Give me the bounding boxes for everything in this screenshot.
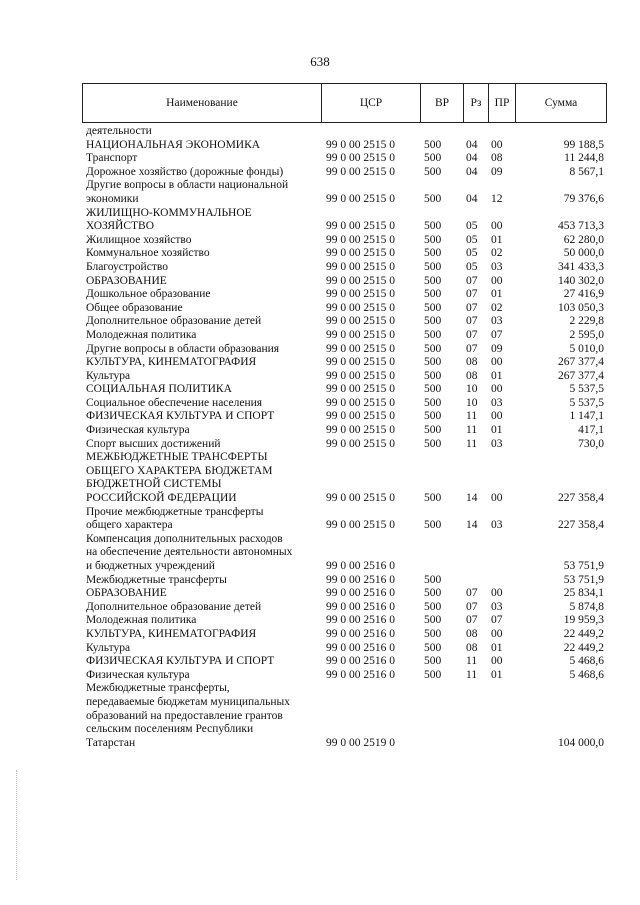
row-name: деятельности [86,125,152,137]
row-csr: 99 0 00 2515 0 [326,301,395,314]
row-rz: 07 [466,328,478,341]
row-sum: 5 010,0 [569,342,604,355]
row-name: ФИЗИЧЕСКАЯ КУЛЬТУРА И СПОРТ [86,410,275,423]
row-name: Спорт высших достижений [86,437,221,450]
row-vr: 500 [424,396,442,409]
table-row [86,207,606,234]
table-row [86,302,606,316]
row-rz: 07 [466,614,478,627]
row-sum: 22 449,2 [563,627,604,640]
header-rz: Рз [464,84,489,123]
table-row [86,383,606,397]
row-name: Социальное обеспечение населения [86,396,263,409]
row-vr: 500 [424,668,442,681]
row-rz: 10 [466,383,478,396]
row-vr: 500 [424,369,442,382]
row-pr: 00 [491,356,503,369]
row-csr: 99 0 00 2516 0 [326,614,395,627]
row-name: МЕЖБЮДЖЕТНЫЕ ТРАНСФЕРТЫ ОБЩЕГО ХАРАКТЕРА БЮДЖЕТАМ БЮДЖЕТНОЙ СИСТЕМЫ РОССИЙСКОЙ ФЕДЕРАЦИИ [86,451,273,505]
row-vr: 500 [424,274,442,287]
row-pr: 01 [491,288,503,301]
row-vr: 500 [424,152,442,165]
row-sum: 5 468,6 [569,668,604,681]
row-vr: 500 [424,356,442,369]
row-pr: 00 [491,410,503,423]
row-name: НАЦИОНАЛЬНАЯ ЭКОНОМИКА [86,138,261,151]
row-name: Другие вопросы в области национальной экономики [86,179,289,205]
table-row [86,275,606,289]
row-pr: 00 [491,655,503,668]
row-pr: 03 [491,260,503,273]
row-csr: 99 0 00 2516 0 [326,627,395,640]
row-vr: 500 [424,614,442,627]
row-rz: 04 [466,192,478,205]
row-name: Прочие межбюджетные трансферты общего характера [86,505,264,532]
row-pr: 03 [491,396,503,409]
row-pr: 00 [491,383,503,396]
row-csr: 99 0 00 2516 0 [326,641,395,654]
header-sum: Сумма [516,84,607,123]
row-rz: 14 [466,492,478,505]
row-vr: 500 [424,600,442,613]
row-sum: 2 229,8 [569,315,604,328]
table-row [86,669,606,683]
row-rz: 08 [466,627,478,640]
row-csr: 99 0 00 2515 0 [326,165,395,178]
row-sum: 22 449,2 [563,641,604,654]
row-rz: 04 [466,138,478,151]
row-name: Молодежная политика [86,328,197,341]
table-row [86,682,606,750]
row-rz: 11 [466,410,478,423]
row-csr: 99 0 00 2515 0 [326,396,395,409]
row-sum: 1 147,1 [569,410,604,423]
row-csr: 99 0 00 2515 0 [326,192,395,205]
header-pr: ПР [489,84,516,123]
row-csr: 99 0 00 2515 0 [326,342,395,355]
row-pr: 01 [491,233,503,246]
row-sum: 27 416,9 [563,288,604,301]
table-row [86,410,606,424]
table-row [86,451,606,505]
row-name: Культура [86,641,131,654]
row-sum: 104 000,0 [558,736,604,749]
row-sum: 267 377,4 [558,356,604,369]
row-csr: 99 0 00 2516 0 [326,655,395,668]
row-pr: 01 [491,424,503,437]
row-csr: 99 0 00 2515 0 [326,138,395,151]
row-vr: 500 [424,138,442,151]
table-row [86,601,606,615]
table-row [86,125,606,139]
row-csr: 99 0 00 2515 0 [326,492,395,505]
row-sum: 50 000,0 [563,247,604,260]
margin-dots [16,770,19,880]
row-pr: 03 [491,315,503,328]
row-name: Благоустройство [86,260,168,273]
row-sum: 453 713,3 [558,220,604,233]
row-rz: 08 [466,369,478,382]
table-row [86,655,606,669]
row-rz: 07 [466,288,478,301]
table-row [86,166,606,180]
row-sum: 227 358,4 [558,492,604,505]
row-pr: 00 [491,492,503,505]
row-csr: 99 0 00 2516 0 [326,600,395,613]
row-sum: 25 834,1 [563,587,604,600]
row-pr: 12 [491,192,503,205]
row-vr: 500 [424,328,442,341]
row-pr: 02 [491,247,503,260]
row-rz: 08 [466,356,478,369]
table-row [86,343,606,357]
row-csr: 99 0 00 2516 0 [326,573,395,586]
row-csr: 99 0 00 2515 0 [326,233,395,246]
row-rz: 07 [466,342,478,355]
table-row [86,574,606,588]
row-vr: 500 [424,573,442,586]
row-sum: 5 874,8 [569,600,604,613]
row-sum: 53 751,9 [563,573,604,586]
row-vr: 500 [424,165,442,178]
row-rz: 07 [466,600,478,613]
row-sum: 11 244,8 [564,152,604,165]
row-sum: 8 567,1 [569,165,604,178]
row-sum: 227 358,4 [558,519,604,532]
row-vr: 500 [424,519,442,532]
row-vr: 500 [424,410,442,423]
row-vr: 500 [424,220,442,233]
table-row [86,533,606,574]
table-row [86,247,606,261]
row-rz: 10 [466,396,478,409]
row-csr: 99 0 00 2515 0 [326,220,395,233]
row-sum: 140 302,0 [558,274,604,287]
row-name: Дошкольное образование [86,288,211,301]
row-pr: 01 [491,369,503,382]
row-csr: 99 0 00 2515 0 [326,437,395,450]
table-body [86,125,606,750]
row-pr: 00 [491,627,503,640]
row-name: Дорожное хозяйство (дорожные фонды) [86,165,284,178]
row-rz: 11 [466,655,478,668]
header-name: Наименование [83,84,322,123]
row-csr: 99 0 00 2516 0 [326,587,395,600]
table-row [86,506,606,533]
row-rz: 05 [466,220,478,233]
row-pr: 08 [491,152,503,165]
row-rz: 14 [466,519,478,532]
table-row [86,261,606,275]
row-pr: 03 [491,437,503,450]
row-vr: 500 [424,383,442,396]
row-sum: 5 537,5 [569,396,604,409]
row-name: Коммунальное хозяйство [86,247,210,260]
row-name: Межбюджетные трансферты [86,573,227,586]
row-sum: 79 376,6 [563,192,604,205]
row-vr: 500 [424,655,442,668]
row-vr: 500 [424,342,442,355]
row-rz: 11 [466,424,478,437]
row-csr: 99 0 00 2515 0 [326,369,395,382]
row-rz: 05 [466,260,478,273]
row-name: Транспорт [86,152,138,165]
row-sum: 62 280,0 [563,233,604,246]
header-csr: ЦСР [322,84,421,123]
table-row [86,397,606,411]
row-sum: 730,0 [578,437,604,450]
table-row [86,152,606,166]
row-csr: 99 0 00 2515 0 [326,260,395,273]
row-name: Физическая культура [86,668,190,681]
table-row [86,614,606,628]
row-csr: 99 0 00 2515 0 [326,383,395,396]
row-csr: 99 0 00 2516 0 [326,668,395,681]
table-row [86,139,606,153]
row-pr: 02 [491,301,503,314]
row-name: КУЛЬТУРА, КИНЕМАТОГРАФИЯ [86,627,257,640]
row-sum: 99 188,5 [563,138,604,151]
row-sum: 103 050,3 [558,301,604,314]
row-rz: 04 [466,165,478,178]
row-sum: 267 377,4 [558,369,604,382]
row-csr: 99 0 00 2515 0 [326,315,395,328]
row-csr: 99 0 00 2515 0 [326,356,395,369]
table-row [86,234,606,248]
row-pr: 07 [491,614,503,627]
table-row [86,642,606,656]
row-name: Компенсация дополнительных расходов на обеспечение деятельности автономных и бюджетных учреждений [86,532,293,572]
row-vr: 500 [424,492,442,505]
row-name: ОБРАЗОВАНИЕ [86,274,167,287]
row-sum: 5 537,5 [569,383,604,396]
row-sum: 53 751,9 [563,560,604,572]
row-rz: 05 [466,247,478,260]
row-name: СОЦИАЛЬНАЯ ПОЛИТИКА [86,383,232,396]
row-vr: 500 [424,233,442,246]
row-name: Межбюджетные трансферты, передаваемые бюджетам муниципальных образований на предоставление грантов сельским поселениям Республики Татарстан [86,682,291,749]
row-vr: 500 [424,192,442,205]
row-name: Дополнительное образование детей [86,315,262,328]
row-csr: 99 0 00 2515 0 [326,152,395,165]
table-header [82,83,607,123]
row-pr: 00 [491,138,503,151]
row-vr: 500 [424,301,442,314]
row-rz: 11 [466,668,478,681]
table-row [86,438,606,452]
row-name: Общее образование [86,301,183,314]
row-pr: 03 [491,600,503,613]
row-sum: 19 959,3 [563,614,604,627]
row-pr: 00 [491,220,503,233]
row-pr: 00 [491,274,503,287]
row-sum: 341 433,3 [558,260,604,273]
row-name: ЖИЛИЩНО-КОММУНАЛЬНОЕ ХОЗЯЙСТВО [86,206,252,233]
row-pr: 03 [491,519,503,532]
row-csr: 99 0 00 2515 0 [326,410,395,423]
row-csr: 99 0 00 2519 0 [326,736,395,749]
row-name: Жилищное хозяйство [86,233,192,246]
row-pr: 09 [491,342,503,355]
row-sum: 5 468,6 [569,655,604,668]
row-sum: 2 595,0 [569,328,604,341]
row-vr: 500 [424,641,442,654]
table-row [86,329,606,343]
row-rz: 05 [466,233,478,246]
table-row [86,370,606,384]
row-vr: 500 [424,587,442,600]
row-csr: 99 0 00 2515 0 [326,247,395,260]
row-rz: 07 [466,274,478,287]
row-vr: 500 [424,437,442,450]
row-rz: 07 [466,315,478,328]
row-vr: 500 [424,315,442,328]
row-rz: 07 [466,301,478,314]
row-vr: 500 [424,260,442,273]
table-row [86,288,606,302]
table-row [86,424,606,438]
row-name: Дополнительное образование детей [86,600,262,613]
row-name: Молодежная политика [86,614,197,627]
header-vr: ВР [421,84,464,123]
row-csr: 99 0 00 2515 0 [326,424,395,437]
row-pr: 01 [491,668,503,681]
row-csr: 99 0 00 2515 0 [326,328,395,341]
row-name: КУЛЬТУРА, КИНЕМАТОГРАФИЯ [86,356,257,369]
table-row [86,628,606,642]
row-name: ОБРАЗОВАНИЕ [86,587,167,600]
row-vr: 500 [424,288,442,301]
row-pr: 09 [491,165,503,178]
row-csr: 99 0 00 2515 0 [326,274,395,287]
table-row [86,356,606,370]
table-row [86,315,606,329]
row-csr: 99 0 00 2515 0 [326,288,395,301]
row-pr: 07 [491,328,503,341]
row-name: Культура [86,369,131,382]
row-csr: 99 0 00 2516 0 [326,560,395,572]
row-rz: 08 [466,641,478,654]
row-name: Физическая культура [86,424,190,437]
row-rz: 07 [466,587,478,600]
row-rz: 04 [466,152,478,165]
row-pr: 01 [491,641,503,654]
row-pr: 00 [491,587,503,600]
page-number: 638 [310,54,330,69]
table-row [86,179,606,206]
row-vr: 500 [424,247,442,260]
row-vr: 500 [424,627,442,640]
row-vr: 500 [424,424,442,437]
table-row [86,587,606,601]
row-rz: 11 [466,437,478,450]
row-csr: 99 0 00 2515 0 [326,519,395,532]
row-sum: 417,1 [578,424,604,437]
row-name: ФИЗИЧЕСКАЯ КУЛЬТУРА И СПОРТ [86,655,275,668]
row-name: Другие вопросы в области образования [86,342,280,355]
